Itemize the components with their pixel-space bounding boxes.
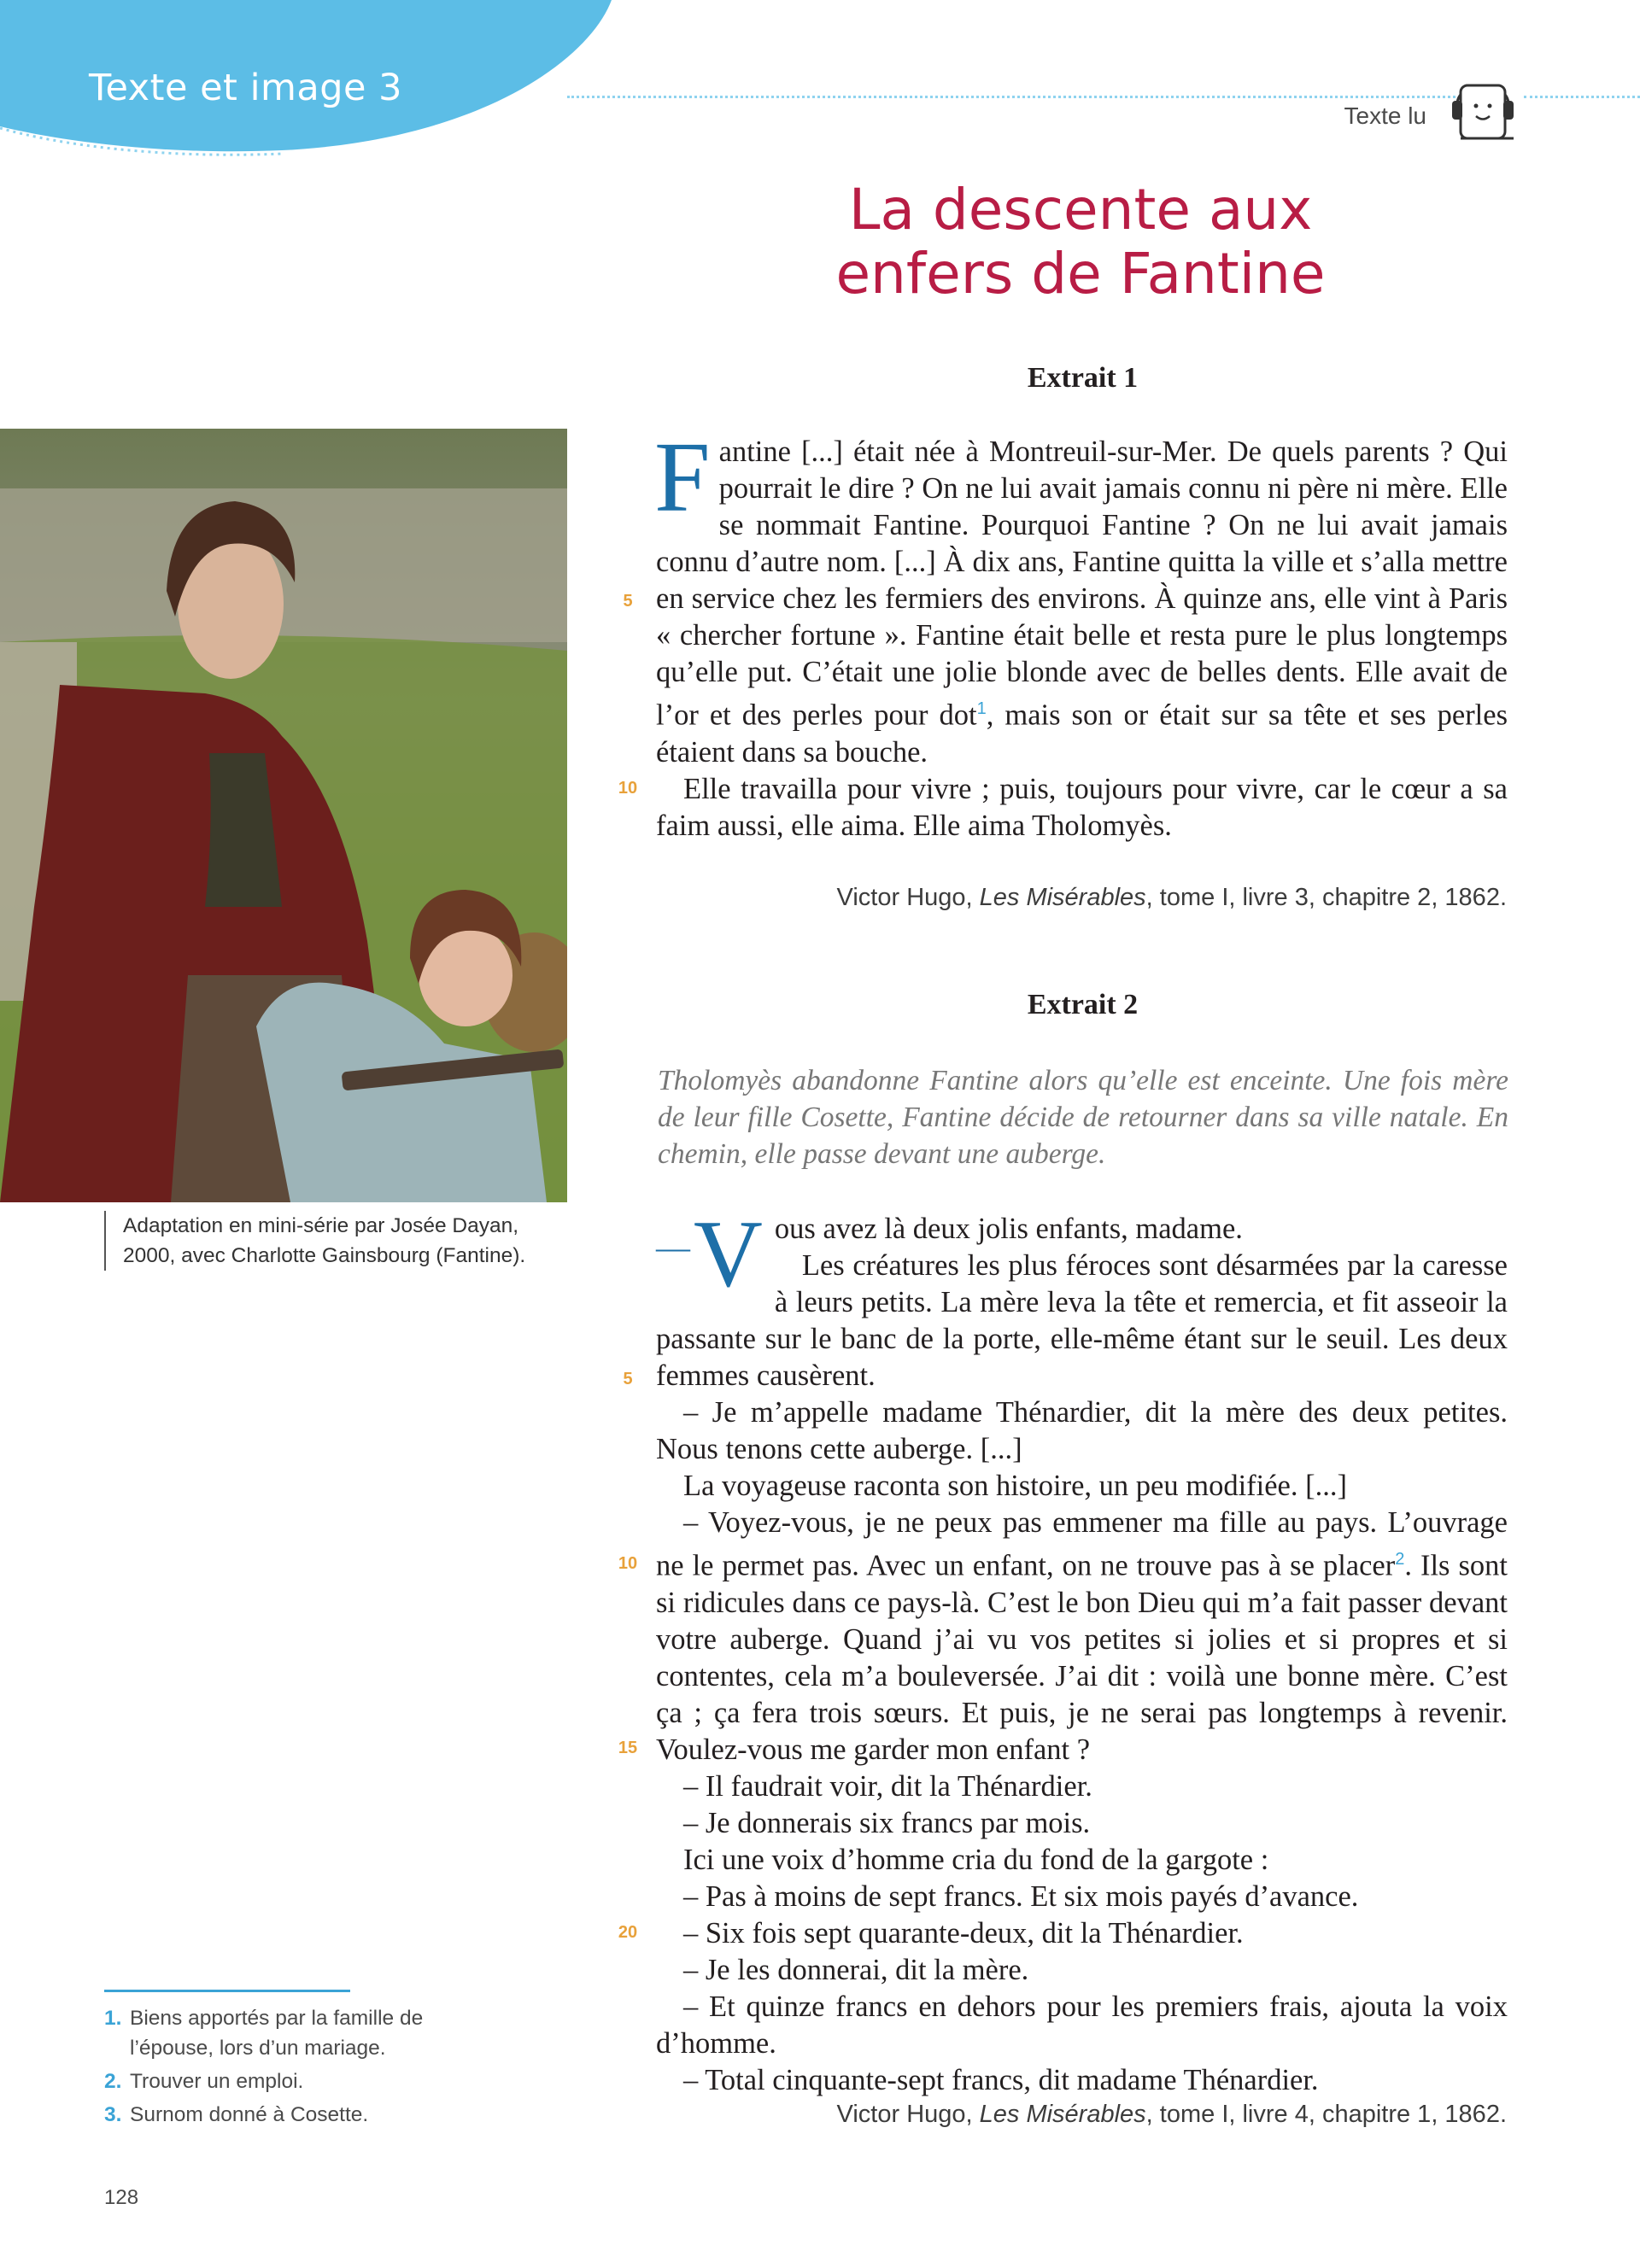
photo-caption: Adaptation en mini-série par Josée Dayan, 2000, avec Charlotte Gainsbourg (Fantine). [104, 1211, 567, 1271]
footnote-text: Trouver un emploi. [130, 2070, 304, 2093]
extrait-2-para-8: Ici une voix d’homme cria du fond de la gargote : [683, 1843, 1269, 1876]
source-details: , tome I, livre 3, chapitre 2, 1862. [1145, 884, 1507, 911]
extrait-1-para-1b: , mais son or était sur sa tête et ses perles étaient dans sa bouche. [656, 699, 1508, 769]
footnote [104, 2100, 463, 2130]
line-number: 10 [618, 779, 638, 798]
extrait-2-para-5b: . Ils sont si ridicules dans ce pays-là. C’est le bon Dieu qui m’a fait passer devant votre auberge. Quand j’ai vu vos petites si jolies et si propres et si contentes, cela m’a bouleversée. J’ai dit : voilà une bonne mère. C’est ça ; ça fera trois sœurs. Et puis, je ne serai pas longtemps à revenir. Voulez-vous me garder mon enfant ? [656, 1549, 1508, 1766]
source-details: , tome I, livre 4, chapitre 1, 1862. [1145, 2101, 1507, 2128]
line-number: 15 [618, 1739, 638, 1757]
extrait-1-source [837, 884, 1507, 912]
footnote-ref-1: 1 [976, 699, 987, 718]
page-title-line-1: La descente aux [848, 177, 1313, 243]
line-number: 5 [623, 1370, 633, 1388]
extrait-2-para-13: – Total cinquante-sept francs, dit madame Thénardier. [683, 2063, 1319, 2096]
page-title [735, 178, 1426, 306]
footnotes [104, 2003, 463, 2133]
film-still-image [0, 429, 567, 1202]
header-divider-right [1524, 96, 1640, 98]
extrait-1-text [654, 421, 1508, 845]
extrait-2-para-5a: – Voyez-vous, je ne peux pas emmener ma fille au pays. L’ouvrage ne le permet pas. Avec un enfant, on ne trouve pas à se placer [656, 1506, 1508, 1582]
extrait-2-text [656, 1201, 1508, 2099]
extrait-2-para-6: – Il faudrait voir, dit la Thénardier. [683, 1769, 1092, 1803]
dropcap-v: V [694, 1201, 763, 1307]
footnote-ref-2: 2 [1395, 1550, 1405, 1569]
footnote [104, 2066, 463, 2096]
page-number: 128 [104, 2186, 139, 2209]
extrait-1-para-1a: antine [...] était née à Montreuil-sur-Mer. De quels parents ? Qui pourrait le dire ? On ne lui avait jamais connu ni père ni mère. Elle se nommait Fantine. Pourquoi Fantine ? On ne lui avait jamais connu d’autre nom. [...] À dix ans, Fantine quitta la ville et s’alla mettre en service chez les fermiers des environs. À quinze ans, elle vint à Paris « chercher fortune ». Fantine était belle et resta pure le plus longtemps qu’elle put. C’était une jolie blonde avec de belles dents. Elle avait de l’or et des perles pour dot [656, 435, 1508, 732]
extrait-2-para-2: Les créatures les plus féroces sont désarmées par la caresse à leurs petits. La mère leva la tête et remercia, et fit asseoir la passante sur le banc de la porte, elle-même étant sur le seuil. Les deux femmes causèrent. [656, 1249, 1508, 1392]
extrait-2-para-3: – Je m’appelle madame Thénardier, dit la mère des deux petites. Nous tenons cette auberge. [...] [656, 1396, 1508, 1465]
dialogue-dash: — [656, 1228, 687, 1266]
line-number: 20 [618, 1923, 638, 1942]
headphones-face-icon [1449, 68, 1517, 145]
extrait-1-heading: Extrait 1 [1027, 362, 1139, 394]
extrait-2-para-12: – Et quinze francs en dehors pour les premiers frais, ajouta la voix d’homme. [656, 1990, 1508, 2060]
dropcap-f: F [654, 421, 711, 533]
extrait-2-para-11: – Je les donnerai, dit la mère. [683, 1953, 1029, 1986]
source-work: Les Misérables [979, 884, 1146, 911]
text-type-label: Texte lu [1344, 102, 1426, 129]
footnote [104, 2003, 463, 2063]
extrait-2-para-4: La voyageuse raconta son histoire, un peu modifiée. [...] [683, 1470, 1347, 1502]
footnote-text: Biens apportés par la famille de l’épouse, lors d’un mariage. [130, 2007, 424, 2060]
extrait-2-para-10: – Six fois sept quarante-deux, dit la Thénardier. [683, 1916, 1244, 1949]
extrait-2-para-7: – Je donnerais six francs par mois. [683, 1806, 1091, 1839]
extrait-2-para-9: – Pas à moins de sept francs. Et six mois payés d’avance. [683, 1879, 1359, 1913]
footnote-number: 1. [104, 2007, 122, 2030]
source-author: Victor Hugo, [836, 2101, 980, 2128]
extrait-2-source [837, 2101, 1507, 2129]
extrait-1-para-2: Elle travailla pour vivre ; puis, toujours pour vivre, car le cœur a sa faim aussi, elle aima. Elle aima Tholomyès. [656, 772, 1508, 842]
extrait-2-first-line: ous avez là deux jolis enfants, madame. [774, 1213, 1243, 1245]
header-divider [567, 96, 1456, 98]
source-work: Les Misérables [979, 2101, 1146, 2128]
line-number: 10 [618, 1554, 638, 1573]
footnote-number: 3. [104, 2103, 122, 2126]
extrait-2-intro: Tholomyès abandonne Fantine alors qu’elle est enceinte. Une fois mère de leur fille Cosette, Fantine décide de retourner dans sa ville natale. En chemin, elle passe devant une auberge. [658, 1065, 1508, 1170]
footnote-number: 2. [104, 2070, 122, 2093]
source-author: Victor Hugo, [836, 884, 980, 911]
footnote-text: Surnom donné à Cosette. [130, 2103, 369, 2126]
line-number: 5 [623, 592, 633, 611]
section-title: Texte et image 3 [89, 67, 403, 109]
page-title-line-2: enfers de Fantine [835, 241, 1326, 307]
footnotes-divider [104, 1990, 350, 1992]
extrait-2-heading: Extrait 2 [1027, 989, 1139, 1020]
